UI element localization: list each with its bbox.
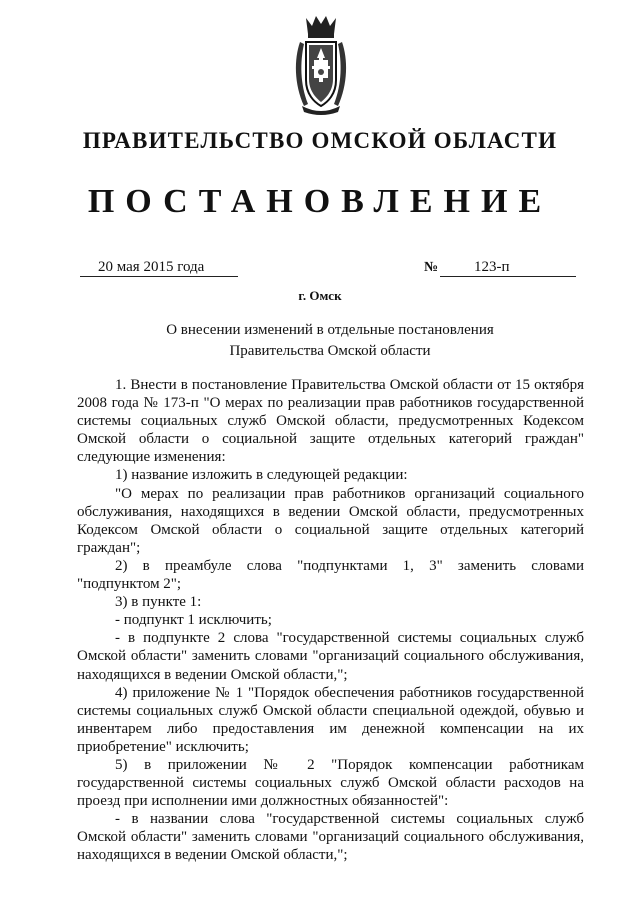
- subject-line: Правительства Омской области: [229, 343, 431, 359]
- body-line: 1. Внести в постановление Правительства Омской области от 15 октября: [115, 377, 584, 393]
- organization-title: ПРАВИТЕЛЬСТВО ОМСКОЙ ОБЛАСТИ: [82, 128, 558, 153]
- body-line: - в названии слова "государственной системы социальных служб: [115, 811, 584, 828]
- coat-of-arms-icon: [292, 14, 350, 116]
- body-line: - подпункт 1 исключить;: [115, 612, 272, 629]
- body-line: инвентарем либо предоставления им денежной компенсации на их: [77, 720, 584, 737]
- body-line: Омской области" заменить словами "организаций социального обслуживания,: [77, 829, 584, 846]
- body-line: 2) в преамбуле слова "подпунктами 1, 3" заменить словами: [115, 557, 584, 574]
- body-line: государственной системы социальных служб Омской области расходов на: [77, 775, 584, 792]
- body-line: 4) приложение № 1 "Порядок обеспечения работников государственной: [115, 684, 584, 701]
- body-line: находящихся в ведении Омской области,";: [77, 847, 348, 864]
- body-line: Омской области" заменить словами "организаций социального обслуживания,: [77, 648, 584, 665]
- body-line: 3) в пункте 1:: [115, 594, 202, 611]
- number-label: №: [424, 260, 439, 275]
- body-line: системы социальных служб Омской области специальной одеждой, обувью и: [77, 702, 584, 719]
- document-subject: [0, 320, 640, 362]
- body-line: приобретение" исключить;: [77, 738, 249, 755]
- body-line: 2008 года № 173-п "О мерах по реализации прав работников государственной: [77, 395, 584, 412]
- body-line: 1) название изложить в следующей редакции:: [115, 467, 408, 484]
- document-date: 20 мая 2015 года: [80, 258, 238, 277]
- document-number: 123-п: [440, 258, 576, 277]
- body-line: "подпунктом 2";: [77, 576, 182, 593]
- body-line: обслуживания, находящихся в ведении Омской области, предусмотренных: [77, 503, 584, 520]
- body-line: проезд при исполнении ими должностных обязанностей":: [77, 793, 449, 810]
- document-body: [77, 376, 584, 865]
- body-line: находящихся в ведении Омской области,";: [77, 666, 348, 683]
- body-line: 5) в приложении № 2 "Порядок компенсации работникам: [115, 756, 584, 773]
- body-line: Омской области о социальной защите отдельных категорий граждан": [77, 431, 584, 448]
- city: г. Омск: [298, 288, 342, 303]
- body-line: - в подпункте 2 слова "государственной системы социальных служб: [115, 630, 584, 647]
- body-line: следующие изменения:: [77, 449, 226, 466]
- body-line: "О мерах по реализации прав работников организаций социального: [115, 485, 584, 502]
- body-line: Кодексом Омской области о социальной защите отдельных категорий: [77, 521, 584, 538]
- subject-line: О внесении изменений в отдельные постановления: [166, 322, 494, 338]
- document-type: ПОСТАНОВЛЕНИЕ: [87, 183, 553, 220]
- body-line: граждан";: [77, 539, 141, 556]
- body-line: системы социальных служб Омской области, предусмотренных Кодексом: [77, 413, 584, 430]
